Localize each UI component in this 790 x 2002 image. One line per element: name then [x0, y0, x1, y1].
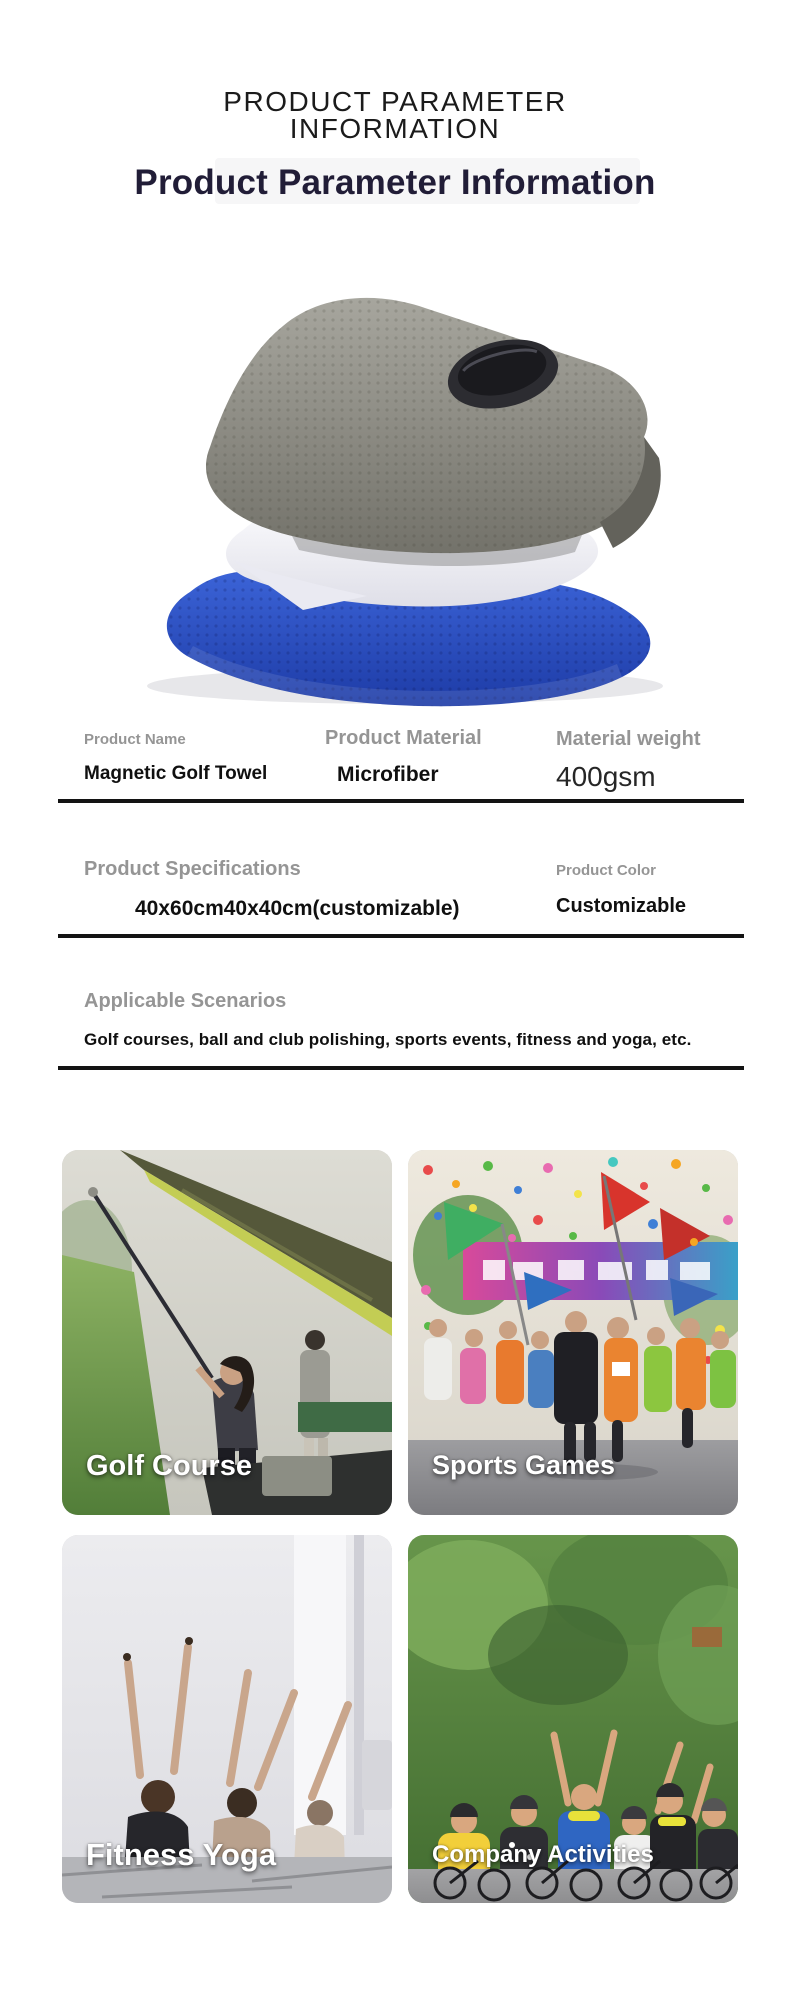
spec-label: Material weight	[556, 728, 701, 750]
spec-value: Magnetic Golf Towel	[84, 763, 268, 784]
scenario-caption: Golf Course	[86, 1450, 252, 1482]
scenario-card-sports-games	[408, 1150, 738, 1515]
spec-product-name	[84, 731, 267, 785]
spec-material-weight	[556, 728, 700, 793]
spec-value: 400gsm	[556, 761, 656, 792]
towel-stack-illustration	[95, 262, 695, 710]
spec-product-material	[325, 727, 482, 787]
spec-label: Product Name	[84, 731, 186, 748]
scenario-card-company-activities	[408, 1535, 738, 1903]
divider	[58, 799, 744, 803]
eyebrow-line-1: PRODUCT PARAMETER	[223, 86, 567, 117]
scenario-card-golf-course	[62, 1150, 392, 1515]
spec-label: Applicable Scenarios	[84, 990, 287, 1012]
spec-label: Product Specifications	[84, 858, 301, 880]
spec-value: 40x60cm40x40cm(customizable)	[135, 897, 460, 920]
page-title: Product Parameter Information	[134, 163, 656, 202]
spec-applicable-scenarios	[84, 990, 744, 1050]
eyebrow-heading	[0, 88, 790, 142]
spec-label: Product Material	[325, 727, 482, 749]
scenario-caption: Fitness Yoga	[86, 1837, 277, 1872]
spec-label: Product Color	[556, 862, 656, 879]
eyebrow-line-2: INFORMATION	[289, 113, 501, 144]
spec-value: Golf courses, ball and club polishing, sports events, fitness and yoga, etc.	[84, 1030, 692, 1049]
scenario-card-fitness-yoga	[62, 1535, 392, 1903]
spec-product-color	[556, 862, 686, 918]
spec-value: Microfiber	[337, 763, 439, 786]
divider	[58, 934, 744, 938]
divider	[58, 1066, 744, 1070]
scenario-caption: Company Activities	[432, 1841, 654, 1868]
spec-product-specifications	[84, 858, 460, 921]
product-photo-towels	[95, 262, 695, 710]
scenario-caption: Sports Games	[432, 1450, 616, 1480]
spec-value: Customizable	[556, 895, 687, 917]
